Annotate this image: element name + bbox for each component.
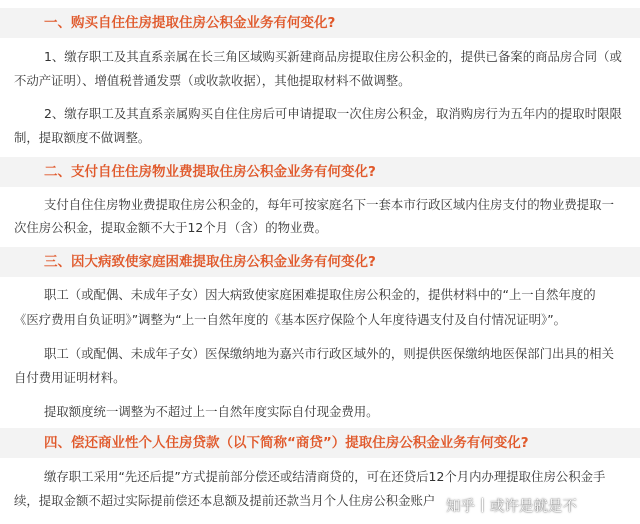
paragraph-line: 支付自住住房物业费提取住房公积金的，每年可按家庭名下一套本市行政区域内住房支付的物业费提取一	[44, 197, 614, 212]
section-heading-1: 一、购买自住住房提取住房公积金业务有何变化?	[0, 8, 640, 38]
paragraph-line: 2、缴存职工及其直系亲属购买自住住房后可申请提取一次住房公积金，取消购房行为五年内的提取时限限	[44, 106, 622, 121]
paragraph-line: 提取额度统一调整为不超过上一自然年度实际自付现金费用。	[44, 404, 379, 419]
paragraph-line: 次住房公积金，提取金额不大于12个月（含）的物业费。	[14, 220, 328, 235]
zhihu-watermark	[446, 492, 640, 518]
paragraph-line: 职工（或配偶、未成年子女）医保缴纳地为嘉兴市行政区域外的，则提供医保缴纳地医保部门出具的相关	[44, 346, 614, 361]
section-heading-3: 三、因大病致使家庭困难提取住房公积金业务有何变化?	[0, 247, 640, 277]
watermark-author: 或许是就是不	[489, 498, 577, 515]
section-heading-2: 二、支付自住住房物业费提取住房公积金业务有何变化?	[0, 157, 640, 187]
paragraph-line: 续，提取金额不超过实际提前偿还本息额及提前还款当月个人住房公积金账户	[14, 493, 436, 508]
watermark-separator: |	[480, 497, 485, 513]
paragraph-line: 不动产证明）、增值税普通发票（或收款收据），其他提取材料不做调整。	[14, 73, 411, 88]
watermark-platform: 知乎	[446, 498, 475, 515]
paragraph-line: 《医疗费用自负证明》”调整为“上一自然年度的《基本医疗保险个人年度待遇支付及自付情况证明》”。	[14, 312, 567, 327]
paragraph-line: 自付费用证明材料。	[14, 370, 126, 385]
paragraph-line: 职工（或配偶、未成年子女）因大病致使家庭困难提取住房公积金的，提供材料中的“上一自然年度的	[44, 287, 596, 302]
paragraph-line: 制，提取额度不做调整。	[14, 130, 151, 145]
paragraph-line: 1、缴存职工及其直系亲属在长三角区域购买新建商品房提取住房公积金的，提供已备案的商品房合同（或	[44, 49, 622, 64]
paragraph-line: 缴存职工采用“先还后提”方式提前部分偿还或结清商贷的，可在还贷后12个月内办理提取住房公积金手	[44, 469, 606, 484]
section-heading-4: 四、偿还商业性个人住房贷款（以下简称“商贷”）提取住房公积金业务有何变化?	[0, 428, 640, 458]
